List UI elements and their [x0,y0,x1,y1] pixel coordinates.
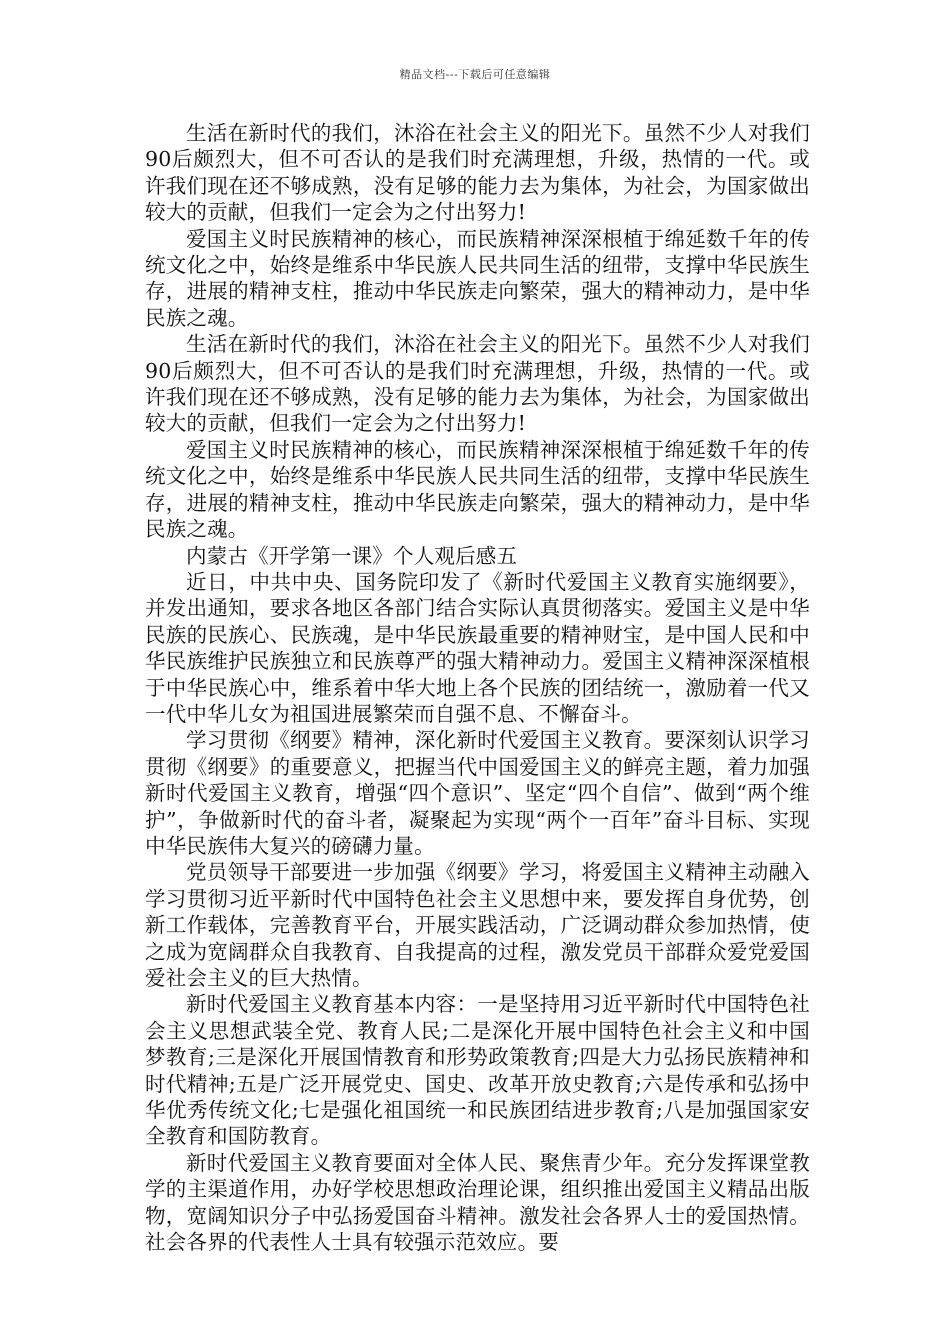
section-title: 内蒙古《开学第一课》个人观后感五 [186,543,518,568]
paragraph-3: 生活在新时代的我们，沐浴在社会主义的阳光下。虽然不少人对我们90后颇烈大，但不可否认的是我们时充满理想，升级，热情的一代。或许我们现在还不够成熟，没有足够的能力去为集体，为社会，为国家做出较大的贡献，但我们一定会为之付出努力! [145,332,810,436]
paragraph-5: 近日，中共中央、国务院印发了《新时代爱国主义教育实施纲要》，并发出通知，要求各地区各部门结合实际认真贯彻落实。爱国主义是中华民族的民族心、民族魂，是中华民族最重要的精神财宝，是中国人民和中华民族维护民族独立和民族尊严的强大精神动力。爱国主义精神深深植根于中华民族心中，维系着中华大地上各个民族的团结统一，激励着一代又一代中华儿女为祖国进展繁荣而自强不息、不懈奋斗。 [145,569,810,726]
paragraph-4: 爱国主义时民族精神的核心，而民族精神深深根植于绵延数千年的传统文化之中，始终是维系中华民族人民共同生活的纽带，支撑中华民族生存，进展的精神支柱，推动中华民族走向繁荣，强大的精神动力，是中华民族之魂。 [145,437,810,542]
paragraph-9: 新时代爱国主义教育要面对全体人民、聚焦青少年。充分发挥课堂教学的主渠道作用，办好学校思想政治理论课，组织推出爱国主义精品出版物，宽阔知识分子中弘扬爱国奋斗精神。激发社会各界人士的爱国热情。社会各界的代表性人士具有较强示范效应。要 [145,1150,810,1255]
paragraph-7: 党员领导干部要进一步加强《纲要》学习，将爱国主义精神主动融入学习贯彻习近平新时代中国特色社会主义思想中来，要发挥自身优势，创新工作载体，完善教育平台，开展实践活动，广泛调动群众参加热情，使之成为宽阔群众自我教育、自我提高的过程，激发党员干部群众爱党爱国爱社会主义的巨大热情。 [145,860,810,990]
paragraph-1: 生活在新时代的我们，沐浴在社会主义的阳光下。虽然不少人对我们90后颇烈大，但不可否认的是我们时充满理想，升级，热情的一代。或许我们现在还不够成熟，没有足够的能力去为集体，为社会，为国家做出较大的贡献，但我们一定会为之付出努力! [145,121,810,225]
paragraph-6: 学习贯彻《纲要》精神，深化新时代爱国主义教育。要深刻认识学习贯彻《纲要》的重要意义，把握当代中国爱国主义的鲜亮主题，着力加强新时代爱国主义教育，增强“四个意识”、坚定“四个自信”、做到“两个维护”，争做新时代的奋斗者，凝聚起为实现“两个一百年”奋斗目标、实现中华民族伟大复兴的磅礴力量。 [145,728,810,858]
paragraph-8: 新时代爱国主义教育基本内容：一是坚持用习近平新时代中国特色社会主义思想武装全党、教育人民;二是深化开展中国特色社会主义和中国梦教育;三是深化开展国情教育和形势政策教育;四是大力弘扬民族精神和时代精神;五是广泛开展党史、国史、改革开放史教育;六是传承和弘扬中华优秀传统文化;七是强化祖国统一和民族团结进步教育;八是加强国家安全教育和国防教育。 [145,992,810,1149]
page-header: 精品文档---下载后可任意编辑 [399,68,551,81]
paragraph-2: 爱国主义时民族精神的核心，而民族精神深深根植于绵延数千年的传统文化之中，始终是维系中华民族人民共同生活的纽带，支撑中华民族生存，进展的精神支柱，推动中华民族走向繁荣，强大的精神动力，是中华民族之魂。 [145,226,810,330]
document-body [145,120,810,1255]
